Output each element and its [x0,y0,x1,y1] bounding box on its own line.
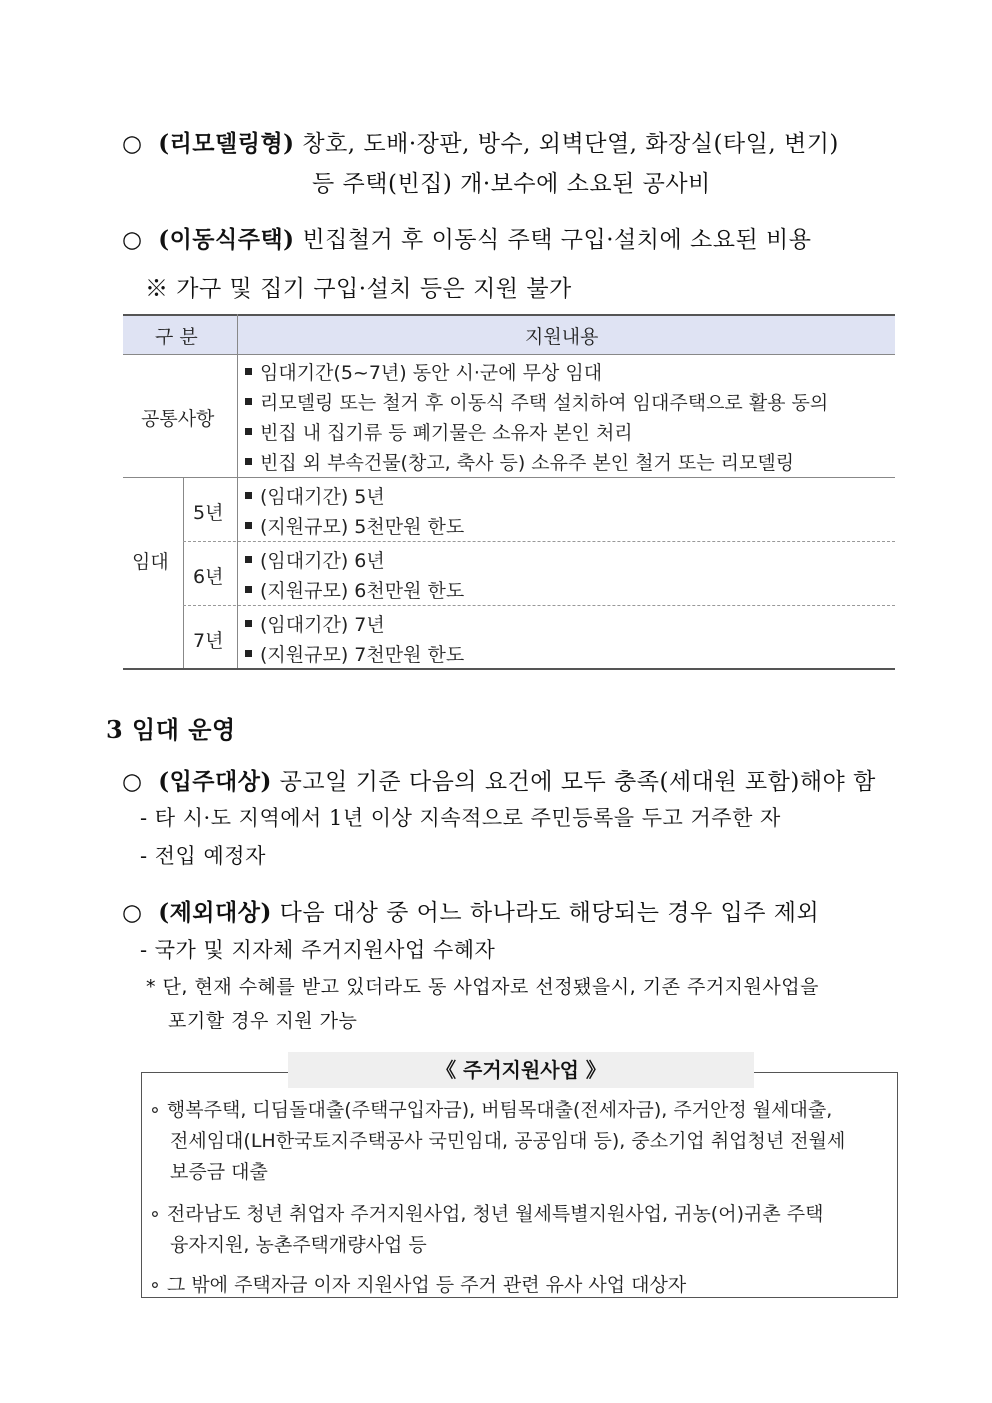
list-item: (임대기간) 5년 [245,482,385,509]
target-sub-2: - 전입 예정자 [140,844,266,868]
square-bullet-icon [245,556,252,563]
row-years-6: 6년 [193,566,224,588]
section-title: 3 임대 운영 [106,715,236,744]
target-label: (입주대상) [158,768,272,795]
list-item: (임대기간) 6년 [245,546,385,573]
exclude-item [122,894,819,927]
remodel-item [122,125,839,158]
list-item: (임대기간) 7년 [245,610,385,637]
list-item: 빈집 내 집기류 등 폐기물은 소유자 본인 처리 [245,418,633,445]
circle-bullet-icon: ○ [122,769,143,795]
list-item: 임대기간(5~7년) 동안 시·군에 무상 임대 [245,358,602,385]
box-line: ∘ 전라남도 청년 취업자 주거지원사업, 청년 월세특별지원사업, 귀농(어)귀촌 주택 [149,1203,824,1225]
box-line: 융자지원, 농촌주택개량사업 등 [170,1234,427,1256]
box-line: 보증금 대출 [170,1161,268,1183]
box-title: 《 주거지원사업 》 [288,1052,754,1088]
square-bullet-icon [245,522,252,529]
row-years-7: 7년 [193,630,224,652]
list-item: 빈집 외 부속건물(창고, 축사 등) 소유주 본인 철거 또는 리모델링 [245,448,794,475]
circle-bullet-icon: ○ [122,900,143,926]
list-item: (지원규모) 7천만원 한도 [245,640,464,667]
row-years-5: 5년 [193,502,224,524]
header-content: 지원내용 [525,326,599,348]
target-sub-1: - 타 시·도 지역에서 1년 이상 지속적으로 주민등록을 두고 거주한 자 [140,806,781,830]
remodel-text-continued: 등 주택(빈집) 개·보수에 소요된 공사비 [312,171,711,197]
exclude-note-2: 포기할 경우 지원 가능 [168,1010,358,1032]
box-line: ∘ 그 밖에 주택자금 이자 지원사업 등 주거 관련 유사 사업 대상자 [149,1274,687,1296]
box-line: 전세임대(LH한국토지주택공사 국민임대, 공공임대 등), 중소기업 취업청년 전월세 [170,1130,846,1152]
list-item: (지원규모) 6천만원 한도 [245,576,464,603]
circle-bullet-icon: ○ [122,227,143,253]
exclude-note-1: * 단, 현재 수혜를 받고 있더라도 동 사업자로 선정됐을시, 기존 주거지원사업을 [146,976,819,998]
lease-label: 임대 [132,551,169,573]
mobile-home-text: 빈집철거 후 이동식 주택 구입·설치에 소요된 비용 [302,227,812,253]
list-item: 리모델링 또는 철거 후 이동식 주택 설치하여 임대주택으로 활용 동의 [245,388,828,415]
exclude-label: (제외대상) [158,899,272,926]
square-bullet-icon [245,428,252,435]
header-category: 구 분 [155,326,198,348]
common-label: 공통사항 [141,408,215,430]
mobile-home-item [122,221,811,254]
square-bullet-icon [245,458,252,465]
square-bullet-icon [245,620,252,627]
exclude-sub-1: - 국가 및 지자체 주거지원사업 수혜자 [140,938,496,962]
square-bullet-icon [245,368,252,375]
target-item [122,763,876,796]
target-text: 공고일 기준 다음의 요건에 모두 충족(세대원 포함)해야 함 [279,769,876,795]
mobile-home-label: (이동식주택) [158,226,295,253]
square-bullet-icon [245,650,252,657]
square-bullet-icon [245,398,252,405]
exclude-text: 다음 대상 중 어느 하나라도 해당되는 경우 입주 제외 [279,900,820,926]
remodel-text: 창호, 도배·장판, 방수, 외벽단열, 화장실(타일, 변기) [302,131,839,157]
circle-bullet-icon: ○ [122,131,143,157]
note-text: ※ 가구 및 집기 구입·설치 등은 지원 불가 [145,276,572,302]
box-line: ∘ 행복주택, 디딤돌대출(주택구입자금), 버팀목대출(전세자금), 주거안정 월세대출, [149,1099,833,1121]
square-bullet-icon [245,492,252,499]
table-header [123,314,895,355]
list-item: (지원규모) 5천만원 한도 [245,512,464,539]
remodel-label: (리모델링형) [158,130,295,157]
square-bullet-icon [245,586,252,593]
